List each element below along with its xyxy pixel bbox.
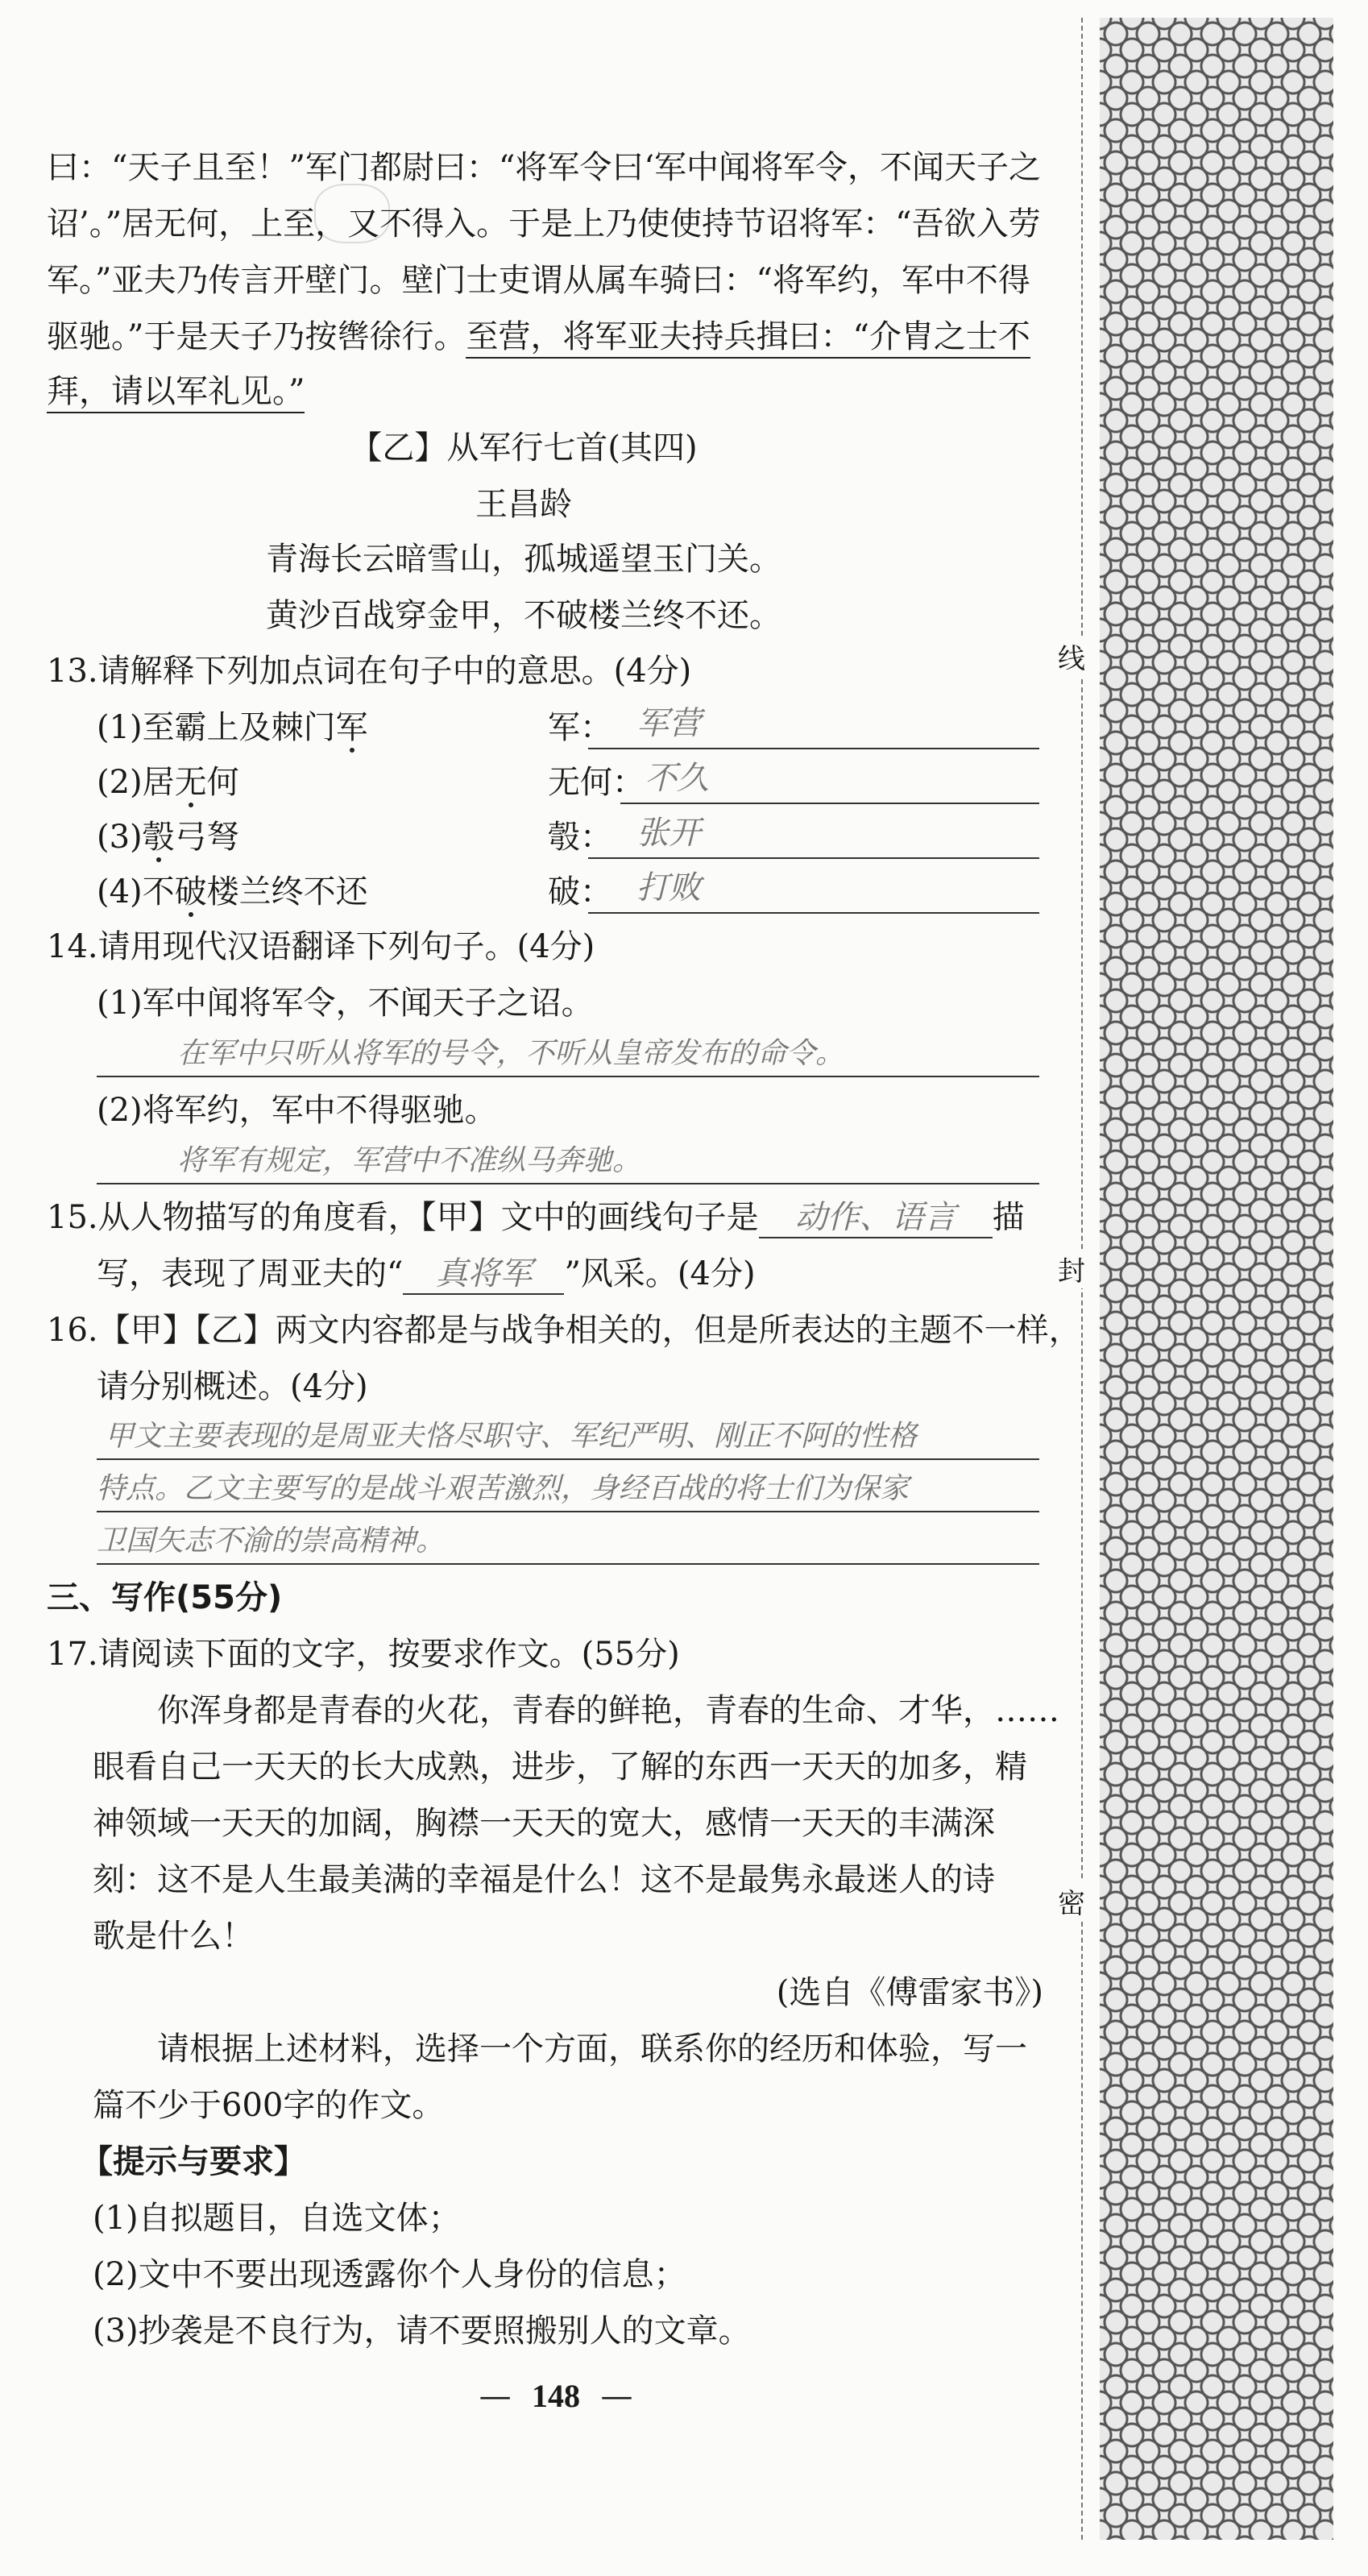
passage-line-1: 曰：“天子且至！”军门都尉曰：“将军令曰‘军中闻将军令，不闻天子之 bbox=[47, 149, 1042, 186]
q17-material-3: 神领域一天天的加阔，胸襟一天天的宽大，感情一天天的丰满深 bbox=[93, 1805, 995, 1842]
dotted-word: 无 bbox=[174, 764, 207, 801]
page-number-value: 148 bbox=[532, 2378, 580, 2414]
dotted-word: 破 bbox=[174, 873, 207, 911]
passage-line-5 bbox=[47, 369, 305, 414]
q14-answer-1: 在军中只听从将军的号令，不听从皇帝发布的命令。 bbox=[177, 1037, 845, 1070]
q15-line-2: 写，表现了周亚夫的“ 真将军 ”风采。(4分) bbox=[97, 1251, 756, 1296]
q15-answer-1: 动作、语言 bbox=[759, 1198, 993, 1238]
q13-word-3: 彀： bbox=[548, 819, 612, 856]
q14-sentence-1: (1)军中闻将军令，不闻天子之诏。 bbox=[97, 985, 594, 1022]
margin-label-mi: 密 bbox=[1055, 1881, 1088, 1921]
q13-stem: 13.请解释下列加点词在句子中的意思。(4分) bbox=[47, 653, 692, 690]
answer-line bbox=[588, 912, 1039, 914]
page-number: — 148 — bbox=[479, 2378, 633, 2415]
poem-author: 王昌龄 bbox=[475, 486, 572, 523]
answer-line bbox=[97, 1458, 1039, 1460]
section-3-heading: 三、写作(55分) bbox=[47, 1579, 283, 1616]
underlined-sentence-part-1: 至营，将军亚夫持兵揖曰：“介胄之士不 bbox=[466, 318, 1030, 359]
q17-material-1: 你浑身都是青春的火花，青春的鲜艳，青春的生命、才华，…… bbox=[157, 1692, 1059, 1729]
passage-line-3: 军。”亚夫乃传言开壁门。壁门士吏谓从属车骑曰：“将军约，军中不得 bbox=[47, 262, 1030, 299]
margin-label-feng: 封 bbox=[1055, 1249, 1088, 1288]
q17-stem: 17.请阅读下面的文字，按要求作文。(55分) bbox=[47, 1636, 680, 1673]
q17-source: (选自《傅雷家书》) bbox=[776, 1974, 1043, 2011]
q13-answer-4: 打败 bbox=[636, 869, 701, 906]
q13-answer-1: 军营 bbox=[636, 705, 701, 742]
answer-line bbox=[97, 1563, 1039, 1565]
q13-answer-2: 不久 bbox=[645, 760, 709, 797]
q17-task-1: 请根据上述材料，选择一个方面，联系你的经历和体验，写一 bbox=[157, 2031, 1027, 2068]
answer-line bbox=[588, 857, 1039, 859]
poem-title: 【乙】从军行七首(其四) bbox=[350, 429, 698, 467]
q17-tip-1: (1)自拟题目，自选文体； bbox=[93, 2200, 461, 2237]
q14-sentence-2: (2)将军约，军中不得驱驰。 bbox=[97, 1092, 497, 1129]
q17-tip-3: (3)抄袭是不良行为，请不要照搬别人的文章。 bbox=[93, 2313, 751, 2350]
dotted-word: 军 bbox=[335, 709, 368, 746]
q17-material-2: 眼看自己一天天的长大成熟，进步，了解的东西一天天的加多，精 bbox=[93, 1748, 1027, 1786]
dotted-word: 彀 bbox=[142, 819, 175, 856]
q17-task-2: 篇不少于600字的作文。 bbox=[93, 2087, 445, 2124]
margin-label-xian: 线 bbox=[1055, 637, 1088, 676]
passage-line-4-plain: 驱驰。”于是天子乃按辔徐行。 bbox=[47, 318, 466, 355]
q13-item-1: (1)至霸上及棘门军 bbox=[97, 709, 368, 746]
q16-answer-2: 特点。乙文主要写的是战斗艰苦激烈，身经百战的将士们为保家 bbox=[97, 1472, 910, 1505]
q13-item-3: (3)彀弓弩 bbox=[97, 819, 239, 856]
q17-material-4: 刻：这不是人生最美满的幸福是什么！这不是最隽永最迷人的诗 bbox=[93, 1861, 995, 1898]
answer-line bbox=[97, 1183, 1039, 1184]
q13-item-2: (2)居无何 bbox=[97, 764, 239, 801]
q13-word-1: 军： bbox=[548, 709, 612, 746]
poem-line-2: 黄沙百战穿金甲，不破楼兰终不还。 bbox=[266, 597, 781, 634]
q14-answer-2: 将军有规定，军营中不准纵马奔驰。 bbox=[177, 1144, 642, 1177]
answer-line bbox=[588, 748, 1039, 749]
passage-line-4 bbox=[47, 314, 1030, 359]
passage-line-2: 诏’。”居无何，上至，又不得入。于是上乃使使持节诏将军：“吾欲入劳 bbox=[47, 205, 1041, 243]
q14-stem: 14.请用现代汉语翻译下列句子。(4分) bbox=[47, 928, 595, 965]
q16-stem-1: 16.【甲】【乙】两文内容都是与战争相关的，但是所表达的主题不一样， bbox=[47, 1312, 1081, 1349]
poem-line-1: 青海长云暗雪山，孤城遥望玉门关。 bbox=[266, 541, 781, 578]
q13-word-4: 破： bbox=[548, 873, 612, 911]
q13-answer-3: 张开 bbox=[636, 815, 701, 852]
q16-answer-3: 卫国矢志不渝的崇高精神。 bbox=[97, 1524, 446, 1558]
q15-line-1: 15.从人物描写的角度看，【甲】文中的画线句子是 动作、语言 描 bbox=[47, 1195, 1025, 1240]
q16-stem-2: 请分别概述。(4分) bbox=[97, 1368, 368, 1405]
q17-tips-title: 【提示与要求】 bbox=[81, 2143, 306, 2180]
answer-line bbox=[97, 1076, 1039, 1077]
answer-line bbox=[97, 1511, 1039, 1512]
q13-word-2: 无何： bbox=[548, 764, 645, 801]
decorative-border-pattern bbox=[1100, 18, 1333, 2540]
q16-answer-1: 甲文主要表现的是周亚夫恪尽职守、军纪严明、刚正不阿的性格 bbox=[105, 1420, 918, 1453]
answer-line bbox=[620, 803, 1039, 804]
q13-item-4: (4)不破楼兰终不还 bbox=[97, 873, 368, 911]
q15-answer-2: 真将军 bbox=[403, 1255, 564, 1295]
underlined-sentence-part-2: 拜，请以军礼见。” bbox=[47, 373, 305, 413]
q17-material-5: 歌是什么！ bbox=[93, 1918, 254, 1955]
q17-tip-2: (2)文中不要出现透露你个人身份的信息； bbox=[93, 2256, 686, 2293]
